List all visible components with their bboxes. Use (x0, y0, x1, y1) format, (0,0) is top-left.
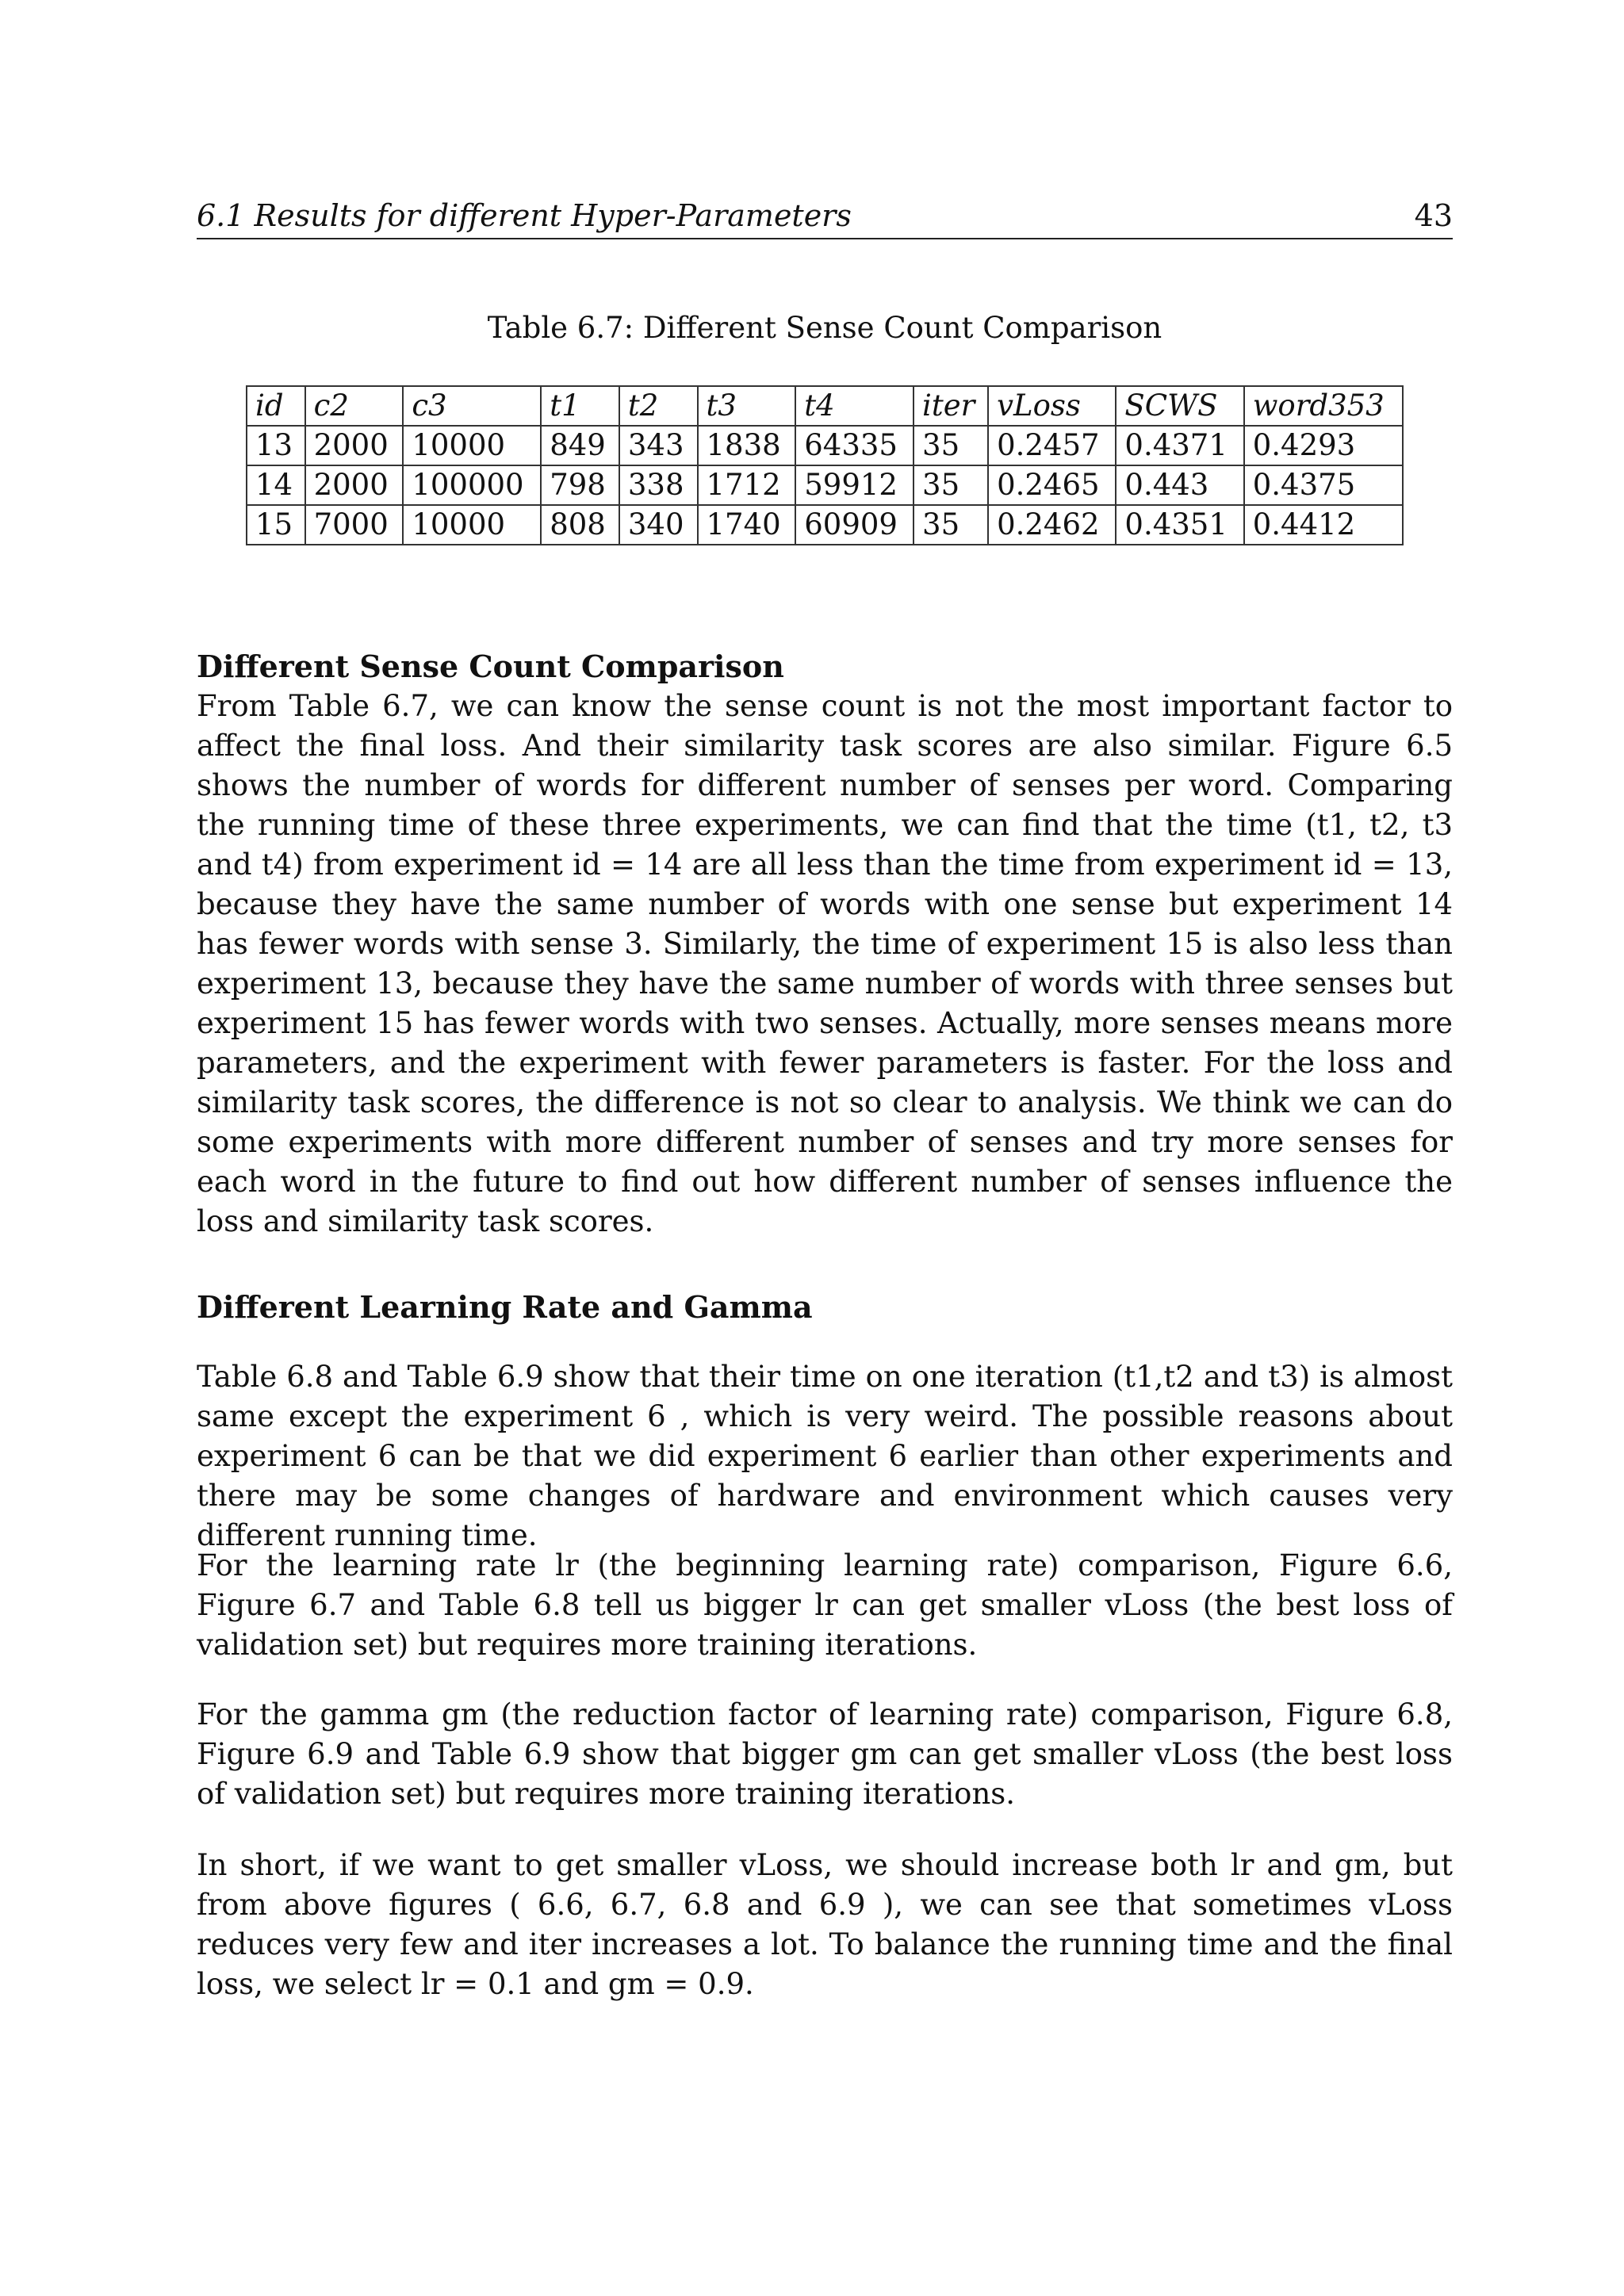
column-header: t3 (698, 386, 796, 426)
table-cell: 10000 (403, 426, 541, 465)
running-header-section-title: 6.1 Results for different Hyper-Parameters (197, 198, 852, 233)
table-cell: 343 (619, 426, 698, 465)
table-cell: 0.4371 (1116, 426, 1243, 465)
section-heading-learning-rate-gamma: Different Learning Rate and Gamma (197, 1289, 813, 1325)
document-page (197, 0, 1453, 2296)
paragraph-iteration-time: Table 6.8 and Table 6.9 show that their time on one iteration (t1,t2 and t3) is almost same except the experiment 6 , which is very weird. The possible reasons about experiment 6 can be that we did experiment 6 earlier than other experiments and there may be some changes of hardware and environment which causes very different running time. (197, 1360, 1453, 1552)
paragraph-gamma: For the gamma gm (the reduction factor of learning rate) comparison, Figure 6.8, Figure 6.9 and Table 6.9 show that bigger gm can get smaller vLoss (the best loss of validation set) but requires more training iterations. (197, 1697, 1453, 1811)
running-header (197, 197, 1453, 239)
table-cell: 0.4351 (1116, 505, 1243, 545)
column-header: word353 (1244, 386, 1403, 426)
table-header-row (247, 386, 1403, 426)
table-cell: 0.2457 (988, 426, 1116, 465)
table-cell: 2000 (305, 465, 404, 505)
table-body (247, 426, 1403, 545)
column-header: t2 (619, 386, 698, 426)
column-header: c3 (403, 386, 541, 426)
table-cell: 35 (914, 426, 988, 465)
table-cell: 798 (541, 465, 619, 505)
table-cell: 15 (247, 505, 305, 545)
table-cell: 1712 (698, 465, 796, 505)
table-cell: 35 (914, 465, 988, 505)
table-cell: 64335 (795, 426, 914, 465)
table-cell: 340 (619, 505, 698, 545)
table-cell: 0.4375 (1244, 465, 1403, 505)
paragraph-summary: In short, if we want to get smaller vLoss, we should increase both lr and gm, but from above figures ( 6.6, 6.7, 6.8 and 6.9 ), we can see that sometimes vLoss reduces very few and iter increases a lot. To balance the running time and the final loss, we select lr = 0.1 and gm = 0.9. (197, 1848, 1453, 2001)
section-heading-sense-count: Different Sense Count Comparison (197, 649, 784, 684)
table-cell: 0.4412 (1244, 505, 1403, 545)
table-cell: 14 (247, 465, 305, 505)
table-cell: 0.2465 (988, 465, 1116, 505)
table-cell: 0.2462 (988, 505, 1116, 545)
table-caption: Table 6.7: Different Sense Count Comparison (487, 311, 1162, 345)
table-row (247, 426, 1403, 465)
table-cell: 0.443 (1116, 465, 1243, 505)
table-cell: 338 (619, 465, 698, 505)
paragraph-sense-count: From Table 6.7, we can know the sense count is not the most important factor to affect the final loss. And their similarity task scores are also similar. Figure 6.5 shows the number of words for different number of senses per word. Comparing the running time of these three experiments, we can find that the time (t1, t2, t3 and t4) from experiment id = 14 are all less than the time from experiment id = 13, because they have the same number of words with one sense but experiment 14 has fewer words with sense 3. Similarly, the time of experiment 15 is also less than experiment 13, because they have the same number of words with three senses but experiment 15 has fewer words with two senses. Actually, more senses means more parameters, and the experiment with fewer parameters is faster. For the loss and similarity task scores, the difference is not so clear to analysis. We think we can do some experiments with more different number of senses and try more senses for each word in the future to find out how different number of senses influence the loss and similarity task scores. (197, 689, 1453, 1238)
table-cell: 7000 (305, 505, 404, 545)
column-header: SCWS (1116, 386, 1243, 426)
table-cell: 1740 (698, 505, 796, 545)
table-cell: 1838 (698, 426, 796, 465)
table-cell: 60909 (795, 505, 914, 545)
column-header: id (247, 386, 305, 426)
table-header (247, 386, 1403, 426)
column-header: vLoss (988, 386, 1116, 426)
table-cell: 59912 (795, 465, 914, 505)
table-cell: 0.4293 (1244, 426, 1403, 465)
table-cell: 849 (541, 426, 619, 465)
column-header: c2 (305, 386, 404, 426)
table-cell: 808 (541, 505, 619, 545)
table-container (246, 385, 1404, 545)
table-cell: 35 (914, 505, 988, 545)
table-cell: 13 (247, 426, 305, 465)
sense-count-table (246, 385, 1404, 545)
table-row (247, 465, 1403, 505)
column-header: t4 (795, 386, 914, 426)
table-cell: 10000 (403, 505, 541, 545)
column-header: iter (914, 386, 988, 426)
paragraph-learning-rate: For the learning rate lr (the beginning learning rate) comparison, Figure 6.6, Figure 6.7 and Table 6.8 tell us bigger lr can get smaller vLoss (the best loss of validation set) but requires more training iterations. (197, 1548, 1453, 1662)
table-cell: 2000 (305, 426, 404, 465)
page-number: 43 (1414, 198, 1453, 233)
table-row (247, 505, 1403, 545)
table-cell: 100000 (403, 465, 541, 505)
column-header: t1 (541, 386, 619, 426)
